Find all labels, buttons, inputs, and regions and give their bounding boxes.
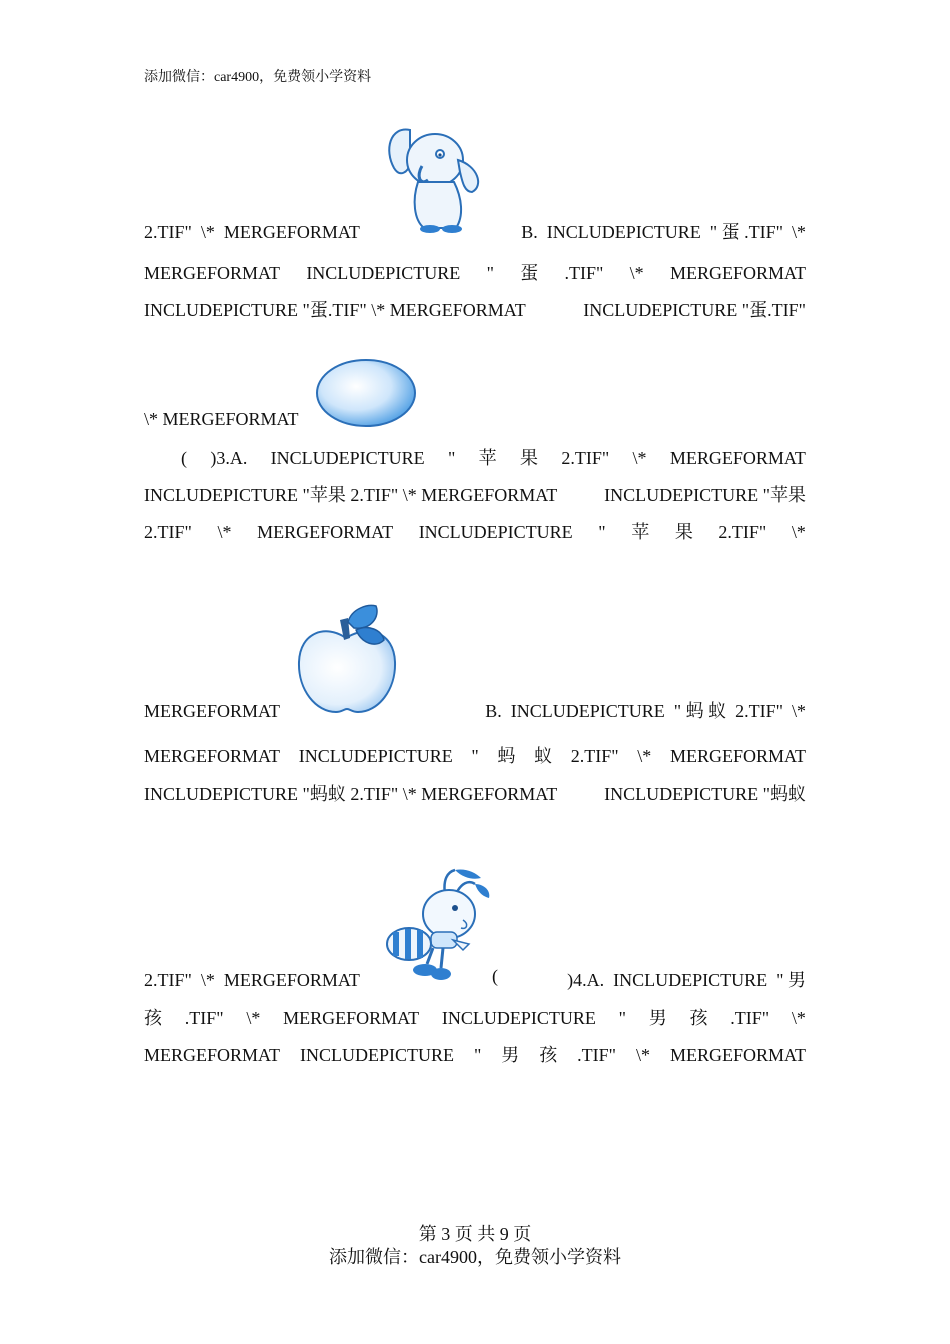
word: 2.TIF" \* MERGEFORMAT	[144, 970, 360, 990]
word: INCLUDEPICTURE "苹果	[604, 485, 806, 505]
word: 果	[674, 522, 693, 542]
word: MERGEFORMAT	[144, 263, 281, 283]
word: \*	[632, 448, 647, 468]
word: MERGEFORMAT	[144, 701, 281, 721]
text-line-1	[144, 218, 806, 244]
word: "	[598, 522, 606, 542]
word: "	[471, 746, 479, 766]
answer-paren-open: (	[492, 966, 498, 986]
word: "	[618, 1008, 627, 1028]
text-line-9	[144, 742, 806, 768]
text-line-8	[144, 697, 806, 723]
word: .TIF"	[730, 1008, 770, 1028]
word: \*	[637, 746, 652, 766]
word: "	[486, 263, 494, 283]
word: 孩	[539, 1045, 558, 1065]
text-line-7	[144, 518, 806, 544]
word: 2.TIF"	[144, 522, 192, 542]
question-number: )3.A.	[210, 448, 248, 468]
word: INCLUDEPICTURE	[418, 522, 573, 542]
word: "	[447, 448, 456, 468]
question-number: )4.A. INCLUDEPICTURE " 男	[567, 970, 806, 990]
word: MERGEFORMAT	[144, 1045, 281, 1065]
word: INCLUDEPICTURE	[298, 746, 453, 766]
word: 蚂	[497, 746, 516, 766]
word: 2.TIF"	[561, 448, 610, 468]
word: 果	[520, 448, 538, 468]
text-line-10	[144, 780, 806, 806]
footer-text: 添加微信：car4900，免费领小学资料	[329, 1247, 621, 1267]
word: 蛋	[520, 263, 539, 283]
text-line-2	[144, 259, 806, 285]
word: MERGEFORMAT	[669, 746, 806, 766]
text-line-6	[144, 481, 806, 507]
word: MERGEFORMAT	[669, 263, 806, 283]
text-line-13	[144, 1041, 806, 1067]
word: \*	[629, 263, 644, 283]
word: MERGEFORMAT	[669, 448, 806, 468]
word: INCLUDEPICTURE "蚂蚁 2.TIF" \* MERGEFORMAT	[144, 784, 558, 804]
word: B. INCLUDEPICTURE " 蚂 蚁 2.TIF" \*	[485, 701, 806, 721]
word: \*	[635, 1045, 650, 1065]
word: MERGEFORMAT	[257, 522, 394, 542]
word: INCLUDEPICTURE	[299, 1045, 454, 1065]
word: 男	[501, 1045, 520, 1065]
word: "	[473, 1045, 482, 1065]
word: INCLUDEPICTURE "苹果 2.TIF" \* MERGEFORMAT	[144, 485, 558, 505]
word: MERGEFORMAT	[669, 1045, 806, 1065]
word: \*	[246, 1008, 261, 1028]
word: .TIF"	[564, 263, 604, 283]
word: INCLUDEPICTURE	[270, 448, 425, 468]
word: INCLUDEPICTURE "蛋.TIF" \* MERGEFORMAT	[144, 300, 526, 320]
header-text: 添加微信：car4900，免费领小学资料	[144, 70, 372, 85]
word: 2.TIF"	[718, 522, 767, 542]
word: \* MERGEFORMAT	[144, 409, 299, 429]
text-line-11	[144, 966, 806, 992]
word: \*	[791, 522, 806, 542]
word: .TIF"	[577, 1045, 617, 1065]
answer-paren-open: (	[181, 448, 187, 468]
elephant-image	[380, 120, 488, 234]
text-line-1-start: 2.TIF" \* MERGEFORMAT	[144, 222, 360, 242]
text-line-12	[144, 1004, 806, 1030]
word: 苹	[478, 448, 497, 468]
page-number: 第 3 页 共 9 页	[418, 1224, 532, 1244]
word: 孩	[144, 1008, 162, 1028]
word: MERGEFORMAT	[144, 746, 281, 766]
word: INCLUDEPICTURE	[306, 263, 461, 283]
word: INCLUDEPICTURE	[441, 1008, 596, 1028]
word: \*	[791, 1008, 806, 1028]
word: .TIF"	[184, 1008, 224, 1028]
word: 2.TIF"	[570, 746, 619, 766]
text-line-3	[144, 296, 806, 322]
word: 男	[648, 1008, 667, 1028]
word: 孩	[689, 1008, 708, 1028]
word: INCLUDEPICTURE "蚂蚁	[604, 784, 806, 804]
word: \*	[217, 522, 232, 542]
word: 苹	[631, 522, 650, 542]
text-line-1-end: B. INCLUDEPICTURE " 蛋 .TIF" \*	[521, 222, 806, 242]
text-line-5	[144, 444, 806, 470]
word: INCLUDEPICTURE "蛋.TIF"	[583, 300, 806, 320]
text-line-4	[144, 409, 806, 430]
word: 蚁	[534, 746, 553, 766]
word: MERGEFORMAT	[283, 1008, 420, 1028]
